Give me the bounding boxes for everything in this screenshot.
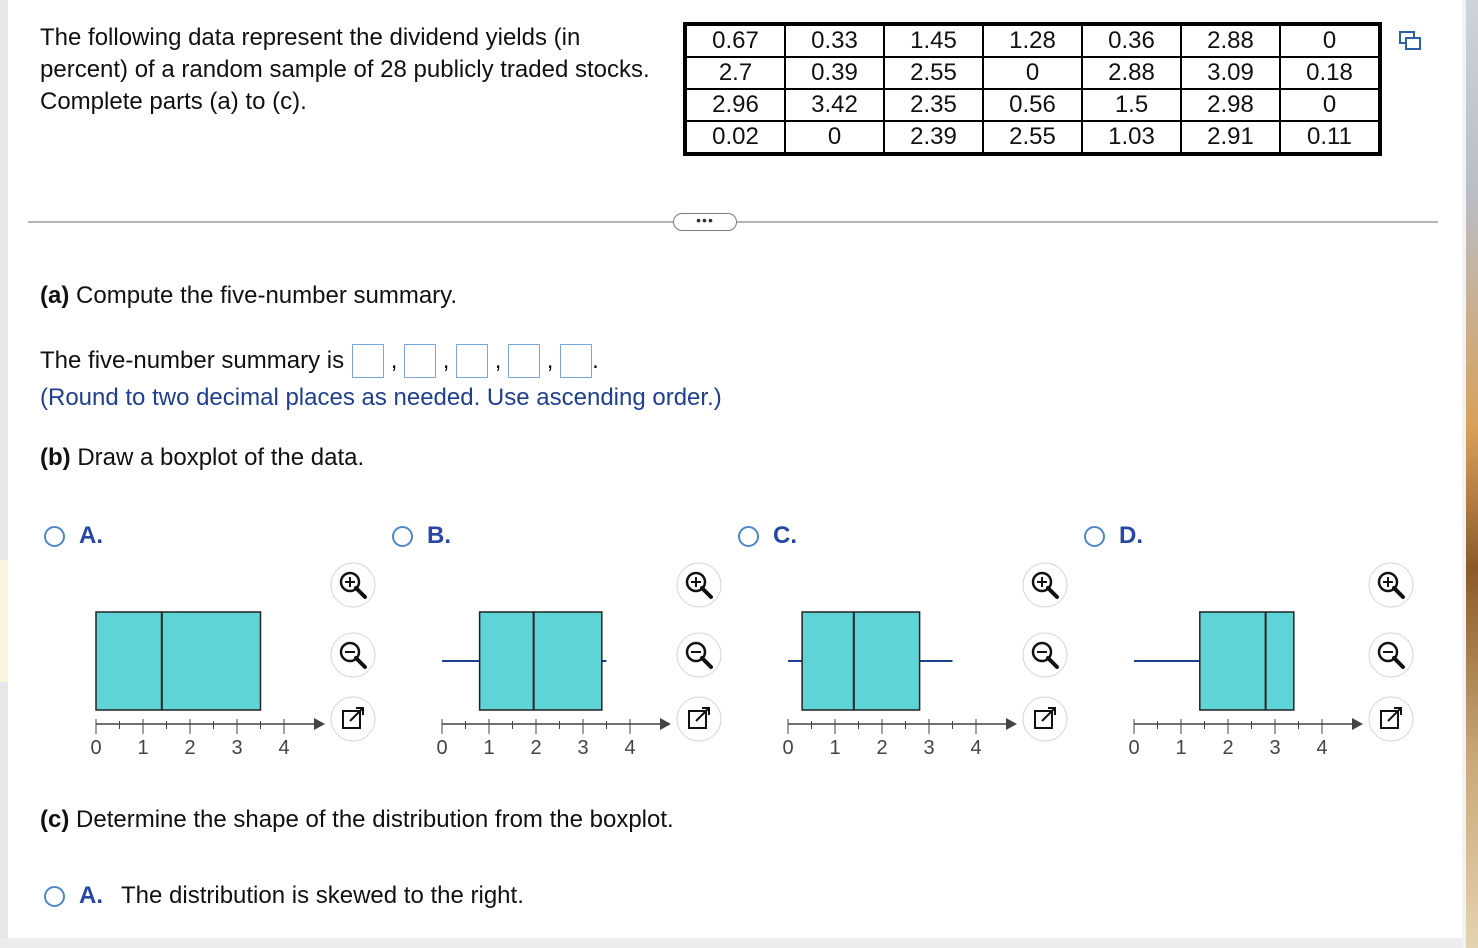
box-iqr bbox=[802, 612, 920, 710]
tick-label: 3 bbox=[923, 737, 935, 759]
radio-shape-option-a[interactable] bbox=[44, 886, 65, 907]
data-cell: 1.45 bbox=[884, 24, 983, 57]
data-cell: 0 bbox=[983, 57, 1082, 89]
pop-out-icon-option-c[interactable] bbox=[1022, 696, 1068, 742]
answer-box-median[interactable] bbox=[456, 344, 488, 378]
zoom-in-icon-option-c[interactable] bbox=[1022, 562, 1068, 608]
data-cell: 2.88 bbox=[1082, 57, 1181, 89]
option-d[interactable] bbox=[1084, 522, 1143, 550]
part-b-text: Draw a boxplot of the data. bbox=[77, 444, 365, 471]
answer-box-max[interactable] bbox=[560, 344, 592, 378]
data-cell: 2.7 bbox=[685, 57, 785, 89]
bottom-bar bbox=[0, 938, 1462, 948]
data-cell: 1.03 bbox=[1082, 121, 1181, 154]
tick-label: 3 bbox=[577, 737, 589, 759]
part-b-label: (b) bbox=[40, 444, 71, 471]
box-iqr bbox=[1200, 612, 1294, 710]
pop-out-icon-option-d[interactable] bbox=[1368, 696, 1414, 742]
separator: , bbox=[494, 347, 502, 374]
tick-label: 0 bbox=[436, 737, 448, 759]
tick-label: 1 bbox=[137, 737, 149, 759]
zoom-out-icon-option-c[interactable] bbox=[1022, 632, 1068, 678]
data-cell: 2.55 bbox=[983, 121, 1082, 154]
separator: , bbox=[546, 347, 554, 374]
option-b[interactable] bbox=[392, 522, 451, 550]
data-cell: 3.42 bbox=[785, 89, 884, 121]
axis-arrow bbox=[1006, 718, 1017, 730]
separator: , bbox=[442, 347, 450, 374]
zoom-out-icon-option-d[interactable] bbox=[1368, 632, 1414, 678]
left-panel-bar bbox=[0, 0, 8, 940]
boxplot-option-d bbox=[1122, 600, 1368, 760]
tick-label: 2 bbox=[530, 737, 542, 759]
tick-label: 2 bbox=[876, 737, 888, 759]
pop-out-icon-option-b[interactable] bbox=[676, 696, 722, 742]
option-b-letter: B. bbox=[427, 522, 451, 549]
zoom-in-icon-option-b[interactable] bbox=[676, 562, 722, 608]
boxplot-option-a bbox=[84, 600, 330, 760]
box-iqr bbox=[480, 612, 602, 710]
data-cell: 1.5 bbox=[1082, 89, 1181, 121]
data-cell: 0 bbox=[785, 121, 884, 154]
axis-arrow bbox=[314, 718, 325, 730]
option-c[interactable] bbox=[738, 522, 797, 550]
left-highlight bbox=[0, 560, 8, 682]
tick-label: 1 bbox=[829, 737, 841, 759]
data-cell: 0.18 bbox=[1280, 57, 1380, 89]
tick-label: 0 bbox=[90, 737, 102, 759]
boxplot-option-c bbox=[776, 600, 1022, 760]
boxplot-option-b bbox=[430, 600, 676, 760]
zoom-in-icon-option-d[interactable] bbox=[1368, 562, 1414, 608]
radio-option-c[interactable] bbox=[738, 526, 759, 547]
axis-arrow bbox=[1352, 718, 1363, 730]
option-c-letter: C. bbox=[773, 522, 797, 549]
right-edge-background bbox=[1462, 0, 1478, 948]
zoom-out-icon-option-b[interactable] bbox=[676, 632, 722, 678]
answer-box-q3[interactable] bbox=[508, 344, 540, 378]
tick-label: 4 bbox=[624, 737, 636, 759]
tick-label: 4 bbox=[970, 737, 982, 759]
data-row bbox=[685, 121, 1380, 154]
radio-option-a[interactable] bbox=[44, 526, 65, 547]
data-cell: 2.39 bbox=[884, 121, 983, 154]
data-cell: 0 bbox=[1280, 24, 1380, 57]
data-cell: 0.33 bbox=[785, 24, 884, 57]
data-cell: 3.09 bbox=[1181, 57, 1280, 89]
five-number-summary-line bbox=[40, 342, 599, 380]
data-cell: 2.55 bbox=[884, 57, 983, 89]
tick-label: 1 bbox=[483, 737, 495, 759]
data-cell: 0.39 bbox=[785, 57, 884, 89]
data-cell: 2.96 bbox=[685, 89, 785, 121]
data-row bbox=[685, 57, 1380, 89]
copy-data-icon[interactable] bbox=[1398, 30, 1422, 52]
separator: , bbox=[390, 347, 398, 374]
data-cell: 0.67 bbox=[685, 24, 785, 57]
zoom-out-icon-option-a[interactable] bbox=[330, 632, 376, 678]
tick-label: 2 bbox=[184, 737, 196, 759]
data-cell: 2.98 bbox=[1181, 89, 1280, 121]
tick-label: 2 bbox=[1222, 737, 1234, 759]
shape-option-a-letter: A. bbox=[79, 882, 103, 909]
data-cell: 2.88 bbox=[1181, 24, 1280, 57]
zoom-in-icon-option-a[interactable] bbox=[330, 562, 376, 608]
part-b-heading bbox=[40, 444, 364, 472]
terminator: . bbox=[592, 347, 599, 374]
shape-option-a-text: The distribution is skewed to the right. bbox=[121, 882, 524, 909]
box-iqr bbox=[96, 612, 261, 710]
data-cell: 0 bbox=[1280, 89, 1380, 121]
axis-arrow bbox=[660, 718, 671, 730]
part-a-label: (a) bbox=[40, 282, 70, 309]
shape-option-a[interactable] bbox=[44, 882, 524, 910]
question-intro: The following data represent the dividend yields (in percent) of a random sample of 28 publicly traded stocks. Complete parts (a) to (c). bbox=[40, 24, 650, 115]
data-cell: 2.35 bbox=[884, 89, 983, 121]
part-a-text: Compute the five-number summary. bbox=[76, 282, 458, 309]
data-row bbox=[685, 24, 1380, 57]
tick-label: 0 bbox=[782, 737, 794, 759]
expand-more-button[interactable]: ••• bbox=[673, 213, 737, 231]
data-cell: 0.56 bbox=[983, 89, 1082, 121]
tick-label: 4 bbox=[1316, 737, 1328, 759]
part-c-heading bbox=[40, 806, 674, 834]
radio-option-d[interactable] bbox=[1084, 526, 1105, 547]
option-d-letter: D. bbox=[1119, 522, 1143, 549]
answer-box-q1[interactable] bbox=[404, 344, 436, 378]
rounding-hint: (Round to two decimal places as needed. Use ascending order.) bbox=[40, 384, 722, 411]
tick-label: 3 bbox=[1269, 737, 1281, 759]
part-a-heading bbox=[40, 282, 457, 310]
data-cell: 0.02 bbox=[685, 121, 785, 154]
part-c-text: Determine the shape of the distribution from the boxplot. bbox=[76, 806, 674, 833]
data-cell: 1.28 bbox=[983, 24, 1082, 57]
summary-prefix: The five-number summary is bbox=[40, 347, 345, 374]
tick-label: 1 bbox=[1175, 737, 1187, 759]
data-cell: 0.36 bbox=[1082, 24, 1181, 57]
data-table bbox=[683, 22, 1382, 156]
data-cell: 2.91 bbox=[1181, 121, 1280, 154]
data-cell: 0.11 bbox=[1280, 121, 1380, 154]
data-row bbox=[685, 89, 1380, 121]
tick-label: 4 bbox=[278, 737, 290, 759]
part-c-label: (c) bbox=[40, 806, 70, 833]
tick-label: 3 bbox=[231, 737, 243, 759]
tick-label: 0 bbox=[1128, 737, 1140, 759]
answer-box-min[interactable] bbox=[352, 344, 384, 378]
option-a[interactable] bbox=[44, 522, 103, 550]
pop-out-icon-option-a[interactable] bbox=[330, 696, 376, 742]
radio-option-b[interactable] bbox=[392, 526, 413, 547]
option-a-letter: A. bbox=[79, 522, 103, 549]
